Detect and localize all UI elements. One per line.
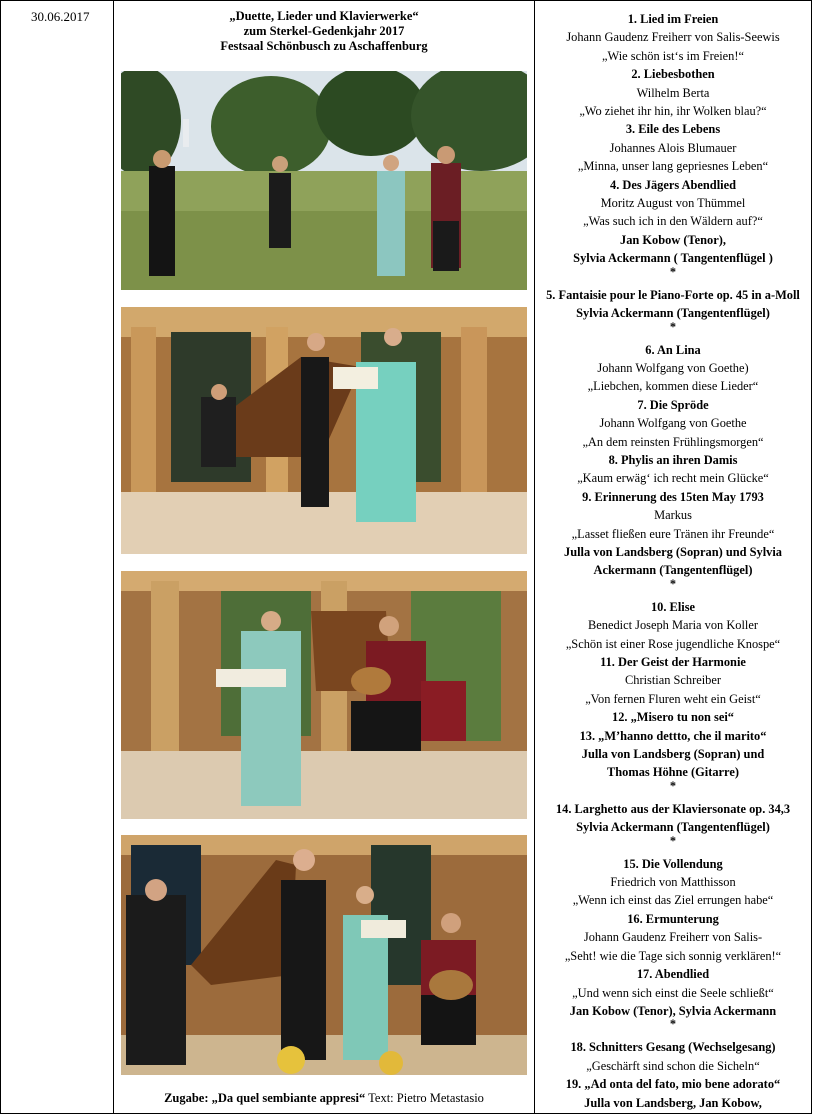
program-line: 13. „M’hanno dettto, che il marito“ (579, 728, 767, 743)
program-line: 5. Fantaisie pour le Piano-Forte op. 45 in a-Moll (546, 287, 800, 302)
program-line: Julla von Landsberg, Jan Kobow, (584, 1095, 762, 1110)
program-line: „Lasset fließen eure Tränen ihr Freunde“ (571, 526, 775, 541)
program-line: Johann Wolfgang von Goethe (599, 416, 747, 431)
program-line: Johann Wolfgang von Goethe) (597, 360, 749, 375)
program-line: Markus (654, 508, 692, 523)
program-separator: * (669, 264, 677, 279)
encore-text: Text: Pietro Metastasio (365, 1091, 484, 1105)
program-line: 1. Lied im Freien (627, 12, 719, 26)
program-line: „Wenn ich einst das Ziel errungen habe“ (572, 893, 774, 908)
concert-header (114, 9, 534, 54)
program-line: „Seht! wie die Tage sich sonnig verklären!“ (564, 948, 782, 963)
encore-label: Zugabe: „Da quel sembiante appresi“ (164, 1091, 366, 1105)
program-line: Sylvia Ackermann (Tangentenflügel) (576, 306, 770, 321)
program-line: 6. An Lina (645, 342, 701, 357)
program-line: „Und wenn sich einst die Seele schließt“ (572, 985, 774, 1000)
program-line: 19. „Ad onta del fato, mio bene adorato“ (565, 1077, 781, 1092)
program-list (537, 10, 809, 1112)
program-line: „Minna, unser lang gepriesnes Leben“ (577, 159, 769, 174)
program-line: „Was such ich in den Wäldern auf?“ (583, 214, 763, 229)
concert-subtitle: zum Sterkel-Gedenkjahr 2017 (243, 24, 405, 38)
encore-line (114, 1091, 534, 1106)
program-line: Julla von Landsberg (Sopran) und Sylvia (564, 544, 782, 559)
program-line: 18. Schnitters Gesang (Wechselgesang) (570, 1040, 776, 1055)
concert-date: 30.06.2017 (31, 9, 90, 24)
program-line: 14. Larghetto aus der Klaviersonate op. 34,3 (555, 801, 791, 816)
concert-title: „Duette, Lieder und Klavierwerke“ (229, 9, 419, 23)
program-line: Julla von Landsberg (Sopran) und (581, 747, 765, 762)
program-separator: * (669, 576, 677, 591)
program-line: „Schön ist einer Rose jugendliche Knospe“ (565, 636, 781, 651)
program-line: 8. Phylis an ihren Damis (608, 452, 738, 467)
program-separator: * (669, 319, 677, 334)
program-column (535, 1, 811, 1113)
program-line: Johannes Alois Blumauer (609, 140, 737, 155)
program-line: Johann Gaudenz Freiherr von Salis- (583, 930, 763, 945)
program-line: „Wie schön ist‘s im Freien!“ (602, 48, 744, 63)
program-line: „Kaum erwäg‘ ich recht mein Glücke“ (577, 471, 769, 486)
program-line: 11. Der Geist der Harmonie (600, 655, 746, 669)
program-line: Friedrich von Matthisson (610, 875, 736, 890)
program-line: Jan Kobow (Tenor), Sylvia Ackermann (569, 1003, 777, 1018)
program-line: Moritz August von Thümmel (600, 196, 746, 211)
program-separator: * (669, 778, 677, 793)
date-column (1, 1, 114, 1113)
program-line: Jan Kobow (Tenor), (620, 232, 726, 247)
photo-performers-meadow (121, 71, 527, 290)
program-separator: * (669, 1017, 677, 1032)
program-line: 2. Liebesbothen (631, 67, 715, 82)
photo-full-ensemble (121, 835, 527, 1075)
program-line: „Wo ziehet ihr hin, ihr Wolken blau?“ (579, 104, 767, 119)
program-line: Ackermann (Tangentenflügel) (593, 563, 753, 578)
program-line: Johann Gaudenz Freiherr von Salis-Seewis (566, 30, 780, 45)
program-line: Thomas Höhne (Gitarre) (607, 765, 739, 780)
program-line: 12. „Misero tu non sei“ (612, 710, 734, 725)
program-line: 15. Die Vollendung (623, 856, 723, 871)
photo-duet-with-piano (121, 307, 527, 554)
program-line: 17. Abendlied (636, 967, 710, 982)
program-line: Sylvia Ackermann (Tangentenflügel) (576, 820, 770, 835)
program-line: 10. Elise (650, 599, 696, 614)
program-line: 9. Erinnerung des 15ten May 1793 (582, 489, 764, 504)
program-line: 3. Eile des Lebens (625, 122, 721, 137)
program-separator: * (669, 833, 677, 848)
program-line: 4. Des Jägers Abendlied (610, 177, 736, 192)
program-line: „Geschärft sind schon die Sicheln“ (586, 1058, 760, 1073)
program-line: 7. Die Spröde (637, 397, 709, 412)
program-line: „An dem reinsten Frühlingsmorgen“ (582, 434, 764, 449)
program-line: „Von fernen Fluren weht ein Geist“ (585, 691, 761, 706)
program-line: Benedict Joseph Maria von Koller (588, 618, 758, 633)
photo-singer-and-guitarist (121, 571, 527, 819)
program-line: 16. Ermunterung (627, 911, 719, 926)
photo-column (114, 1, 535, 1113)
program-line: „Liebchen, kommen diese Lieder“ (587, 379, 759, 394)
program-line: Christian Schreiber (624, 673, 721, 688)
concert-venue: Festsaal Schönbusch zu Aschaffenburg (220, 39, 428, 53)
program-line: Wilhelm Berta (636, 85, 710, 100)
program-line: Sylvia Ackermann ( Tangentenflügel ) (573, 251, 773, 266)
